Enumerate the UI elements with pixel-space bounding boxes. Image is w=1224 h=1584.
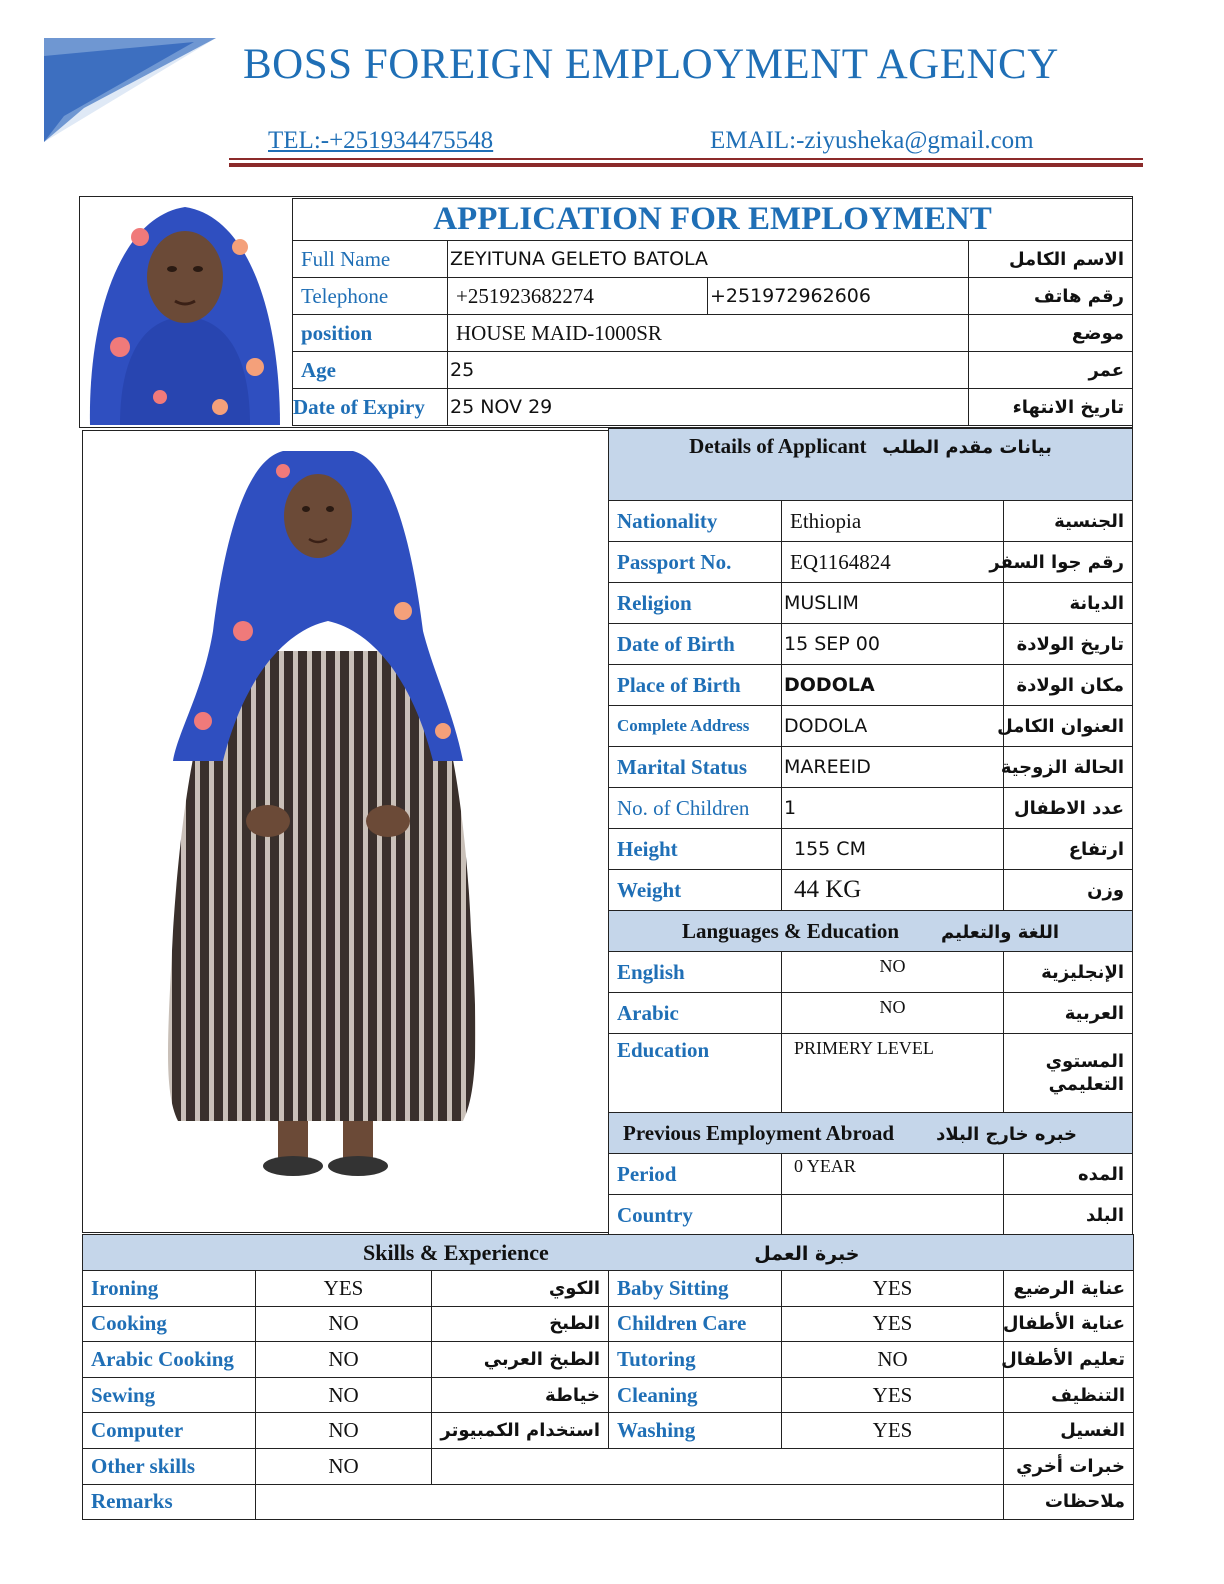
details-row-pob <box>609 665 1133 706</box>
skill-value: NO <box>256 1306 432 1342</box>
children-label-ar: عدد الاطفال <box>1004 788 1133 829</box>
country-value <box>782 1195 1004 1236</box>
english-label: English <box>609 952 782 993</box>
skill-label: Washing <box>609 1413 782 1449</box>
skills-row <box>83 1413 1134 1449</box>
details-row-weight <box>609 870 1133 911</box>
arabic-label: Arabic <box>609 993 782 1034</box>
application-title: APPLICATION FOR EMPLOYMENT <box>293 199 1133 241</box>
skills-row <box>83 1342 1134 1378</box>
skills-title: Skills & Experience <box>363 1239 549 1265</box>
age-label-ar: عمر <box>969 352 1133 389</box>
age-value: 25 <box>448 352 969 389</box>
other-skills-blank <box>432 1448 1004 1484</box>
address-label: Complete Address <box>609 706 782 747</box>
other-skills-label-ar: خبرات أخري <box>1004 1448 1134 1484</box>
height-label: Height <box>609 829 782 870</box>
country-label-ar: البلد <box>1004 1195 1133 1236</box>
previous-section-header <box>609 1113 1133 1154</box>
full-name-value: ZEYITUNA GELETO BATOLA <box>448 241 969 278</box>
position-label: position <box>293 315 448 352</box>
height-label-ar: ارتفاع <box>1004 829 1133 870</box>
marital-value: MAREEID <box>782 747 1004 788</box>
skill-label-ar: الطبخ العربي <box>432 1342 609 1378</box>
passport-value: EQ1164824 <box>782 542 1004 583</box>
skill-label: Cooking <box>83 1306 256 1342</box>
lang-row-english <box>609 952 1133 993</box>
details-row-height <box>609 829 1133 870</box>
children-value: 1 <box>782 788 1004 829</box>
form-row-expiry <box>293 389 1133 426</box>
english-label-ar: الإنجليزية <box>1004 952 1133 993</box>
skill-value: NO <box>256 1413 432 1449</box>
details-row-dob <box>609 624 1133 665</box>
pob-value: DODOLA <box>782 665 1004 706</box>
details-section-header <box>609 429 1133 501</box>
remarks-label-ar: ملاحظات <box>1004 1484 1134 1520</box>
full-body-photo <box>82 430 609 1233</box>
details-title-ar: بيانات مقدم الطلب <box>882 437 1052 458</box>
telephone-value-2: +251972962606 <box>708 278 969 315</box>
nationality-label-ar: الجنسية <box>1004 501 1133 542</box>
skills-title-ar: خبرة العمل <box>754 1242 860 1265</box>
expiry-value: 25 NOV 29 <box>448 389 969 426</box>
pob-label: Place of Birth <box>609 665 782 706</box>
nationality-value: Ethiopia <box>782 501 1004 542</box>
full-name-label: Full Name <box>293 241 448 278</box>
details-row-marital <box>609 747 1133 788</box>
education-label-ar: المستوي التعليمي <box>1004 1034 1133 1113</box>
position-label-ar: موضع <box>969 315 1133 352</box>
agency-telephone[interactable]: TEL:-+251934475548 <box>268 127 494 154</box>
pob-label-ar: مكان الولادة <box>1004 665 1133 706</box>
header-rule-thick <box>229 163 1143 167</box>
languages-title: Languages & Education <box>681 918 899 943</box>
arabic-label-ar: العربية <box>1004 993 1133 1034</box>
religion-label-ar: الديانة <box>1004 583 1133 624</box>
agency-name: BOSS FOREIGN EMPLOYMENT AGENCY <box>243 41 1059 88</box>
form-row-full-name <box>293 241 1133 278</box>
applicant-details-table <box>608 428 1133 1236</box>
skill-value: YES <box>782 1377 1004 1413</box>
previous-title-ar: خبره خارج البلاد <box>936 1123 1078 1145</box>
skills-row-remarks <box>83 1484 1134 1520</box>
skill-label: Tutoring <box>609 1342 782 1378</box>
form-row-telephone <box>293 278 1133 315</box>
languages-title-ar: اللغة والتعليم <box>941 921 1060 943</box>
skill-label: Children Care <box>609 1306 782 1342</box>
weight-label: Weight <box>609 870 782 911</box>
expiry-label-ar: تاريخ الانتهاء <box>969 389 1133 426</box>
application-header-table <box>292 198 1133 426</box>
remarks-label: Remarks <box>83 1484 256 1520</box>
dob-label-ar: تاريخ الولادة <box>1004 624 1133 665</box>
telephone-label: Telephone <box>293 278 448 315</box>
religion-value: MUSLIM <box>782 583 1004 624</box>
education-value: PRIMERY LEVEL <box>782 1034 1004 1113</box>
address-label-ar: العنوان الكامل <box>1004 706 1133 747</box>
lang-row-arabic <box>609 993 1133 1034</box>
skill-label: Arabic Cooking <box>83 1342 256 1378</box>
marital-label: Marital Status <box>609 747 782 788</box>
skill-label: Cleaning <box>609 1377 782 1413</box>
passport-photo <box>80 197 292 427</box>
other-skills-value: NO <box>256 1448 432 1484</box>
telephone-label-ar: رقم هاتف <box>969 278 1133 315</box>
agency-logo <box>44 38 216 142</box>
nationality-label: Nationality <box>609 501 782 542</box>
skills-row <box>83 1377 1134 1413</box>
religion-label: Religion <box>609 583 782 624</box>
skill-value: YES <box>782 1306 1004 1342</box>
lang-row-education <box>609 1034 1133 1113</box>
header-rule <box>229 158 1143 160</box>
details-title: Details of Applicant <box>689 434 867 458</box>
height-value: 155 CM <box>782 829 1004 870</box>
skill-label-ar: التنظيف <box>1004 1377 1134 1413</box>
skill-value: YES <box>256 1271 432 1307</box>
english-value: NO <box>782 952 1004 993</box>
address-value: DODOLA <box>782 706 1004 747</box>
marital-label-ar: الحالة الزوجية <box>1004 747 1133 788</box>
skill-label: Computer <box>83 1413 256 1449</box>
skills-row-other <box>83 1448 1134 1484</box>
other-skills-label: Other skills <box>83 1448 256 1484</box>
prev-row-period <box>609 1154 1133 1195</box>
education-label: Education <box>609 1034 782 1113</box>
skill-value: NO <box>782 1342 1004 1378</box>
country-label: Country <box>609 1195 782 1236</box>
expiry-label: Date of Expiry <box>293 389 448 426</box>
form-row-position <box>293 315 1133 352</box>
period-label-ar: المده <box>1004 1154 1133 1195</box>
full-name-label-ar: الاسم الكامل <box>969 241 1133 278</box>
skills-row <box>83 1306 1134 1342</box>
dob-label: Date of Birth <box>609 624 782 665</box>
skill-label-ar: عناية الرضيع <box>1004 1271 1134 1307</box>
skill-label-ar: الغسيل <box>1004 1413 1134 1449</box>
period-label: Period <box>609 1154 782 1195</box>
details-row-religion <box>609 583 1133 624</box>
children-label: No. of Children <box>609 788 782 829</box>
skill-value: NO <box>256 1377 432 1413</box>
details-row-passport <box>609 542 1133 583</box>
skill-label-ar: الكوي <box>432 1271 609 1307</box>
dob-value: 15 SEP 00 <box>782 624 1004 665</box>
skill-label-ar: الطبخ <box>432 1306 609 1342</box>
details-row-children <box>609 788 1133 829</box>
weight-label-ar: وزن <box>1004 870 1133 911</box>
languages-section-header <box>609 911 1133 952</box>
age-label: Age <box>293 352 448 389</box>
details-row-address <box>609 706 1133 747</box>
arabic-value: NO <box>782 993 1004 1034</box>
skill-label-ar: عناية الأطفال <box>1004 1306 1134 1342</box>
skill-label: Sewing <box>83 1377 256 1413</box>
skill-label: Ironing <box>83 1271 256 1307</box>
skills-table <box>82 1234 1134 1520</box>
weight-value: 44 KG <box>782 870 1004 911</box>
skills-section-header <box>83 1235 1134 1271</box>
skill-value: NO <box>256 1342 432 1378</box>
prev-row-country <box>609 1195 1133 1236</box>
passport-label: Passport No. <box>609 542 782 583</box>
skill-value: YES <box>782 1413 1004 1449</box>
period-value: 0 YEAR <box>782 1154 1004 1195</box>
remarks-value <box>256 1484 1004 1520</box>
details-row-nationality <box>609 501 1133 542</box>
previous-title: Previous Employment Abroad <box>623 1120 895 1145</box>
form-row-age <box>293 352 1133 389</box>
skills-row <box>83 1271 1134 1307</box>
skill-label: Baby Sitting <box>609 1271 782 1307</box>
position-value: HOUSE MAID-1000SR <box>448 315 969 352</box>
passport-label-ar: رقم جوا السفر <box>1004 542 1133 583</box>
skill-label-ar: استخدام الكمبيوتر <box>432 1413 609 1449</box>
telephone-value-1: +251923682274 <box>448 278 708 315</box>
skill-label-ar: تعليم الأطفال <box>1004 1342 1134 1378</box>
skill-label-ar: خياطة <box>432 1377 609 1413</box>
agency-email[interactable]: EMAIL:-ziyusheka@gmail.com <box>710 127 1034 154</box>
skill-value: YES <box>782 1271 1004 1307</box>
